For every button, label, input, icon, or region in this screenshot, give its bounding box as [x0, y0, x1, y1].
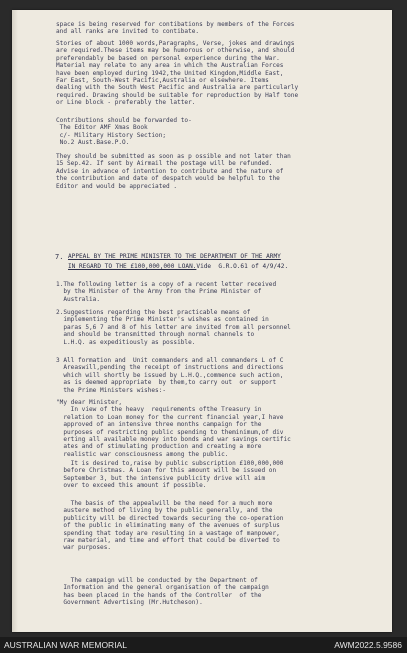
letter-paragraph-4: The campaign will be conducted by the Department of Information and the general organisation of the campaign has been placed in the hands of the Controller of the Government Advertising (Mr.Hutcheson). [63, 577, 269, 607]
item-title-line1: APPEAL BY THE PRIME MINISTER TO THE DEPARTMENT OF THE ARMY [68, 253, 281, 260]
submission-deadline: They should be submitted as soon as p ossible and not later than 15 Sep.42. If sent by Airmail the postage will be refunded. Advise in advance of intention to contribute and the nature of the contribution and date of despatch would be helpful to the Editor and would be appreciated . [56, 153, 291, 190]
letter-paragraph-2: It is desired to,raise by public subscription £100,000,000 before Christmas. A Loan for this amount will be issued on September 3, but the intensive publicity drive will aim over to exceed this amount if possible. [63, 460, 284, 490]
letter-paragraph-3: The basis of the appealwill be the need for a much more austere method of living by the public generally, and the publicity will be directed towards securing the co-operation of the public in eliminating many of the avenues of surplus spending that today are resulting in a wastage of manpower, raw material, and time and effort that could be diverted to war purposes. [63, 500, 284, 552]
contributions-intro: space is being reserved for contibations by members of the Forces and all ranks are invited to contibate. [56, 21, 295, 36]
item-title-line2 [68, 263, 382, 270]
page-edge-shadow [12, 10, 18, 632]
loan-title: IN REGARD TO THE £100,000,000 LOAN. [68, 263, 197, 270]
document-page [12, 10, 392, 632]
gro-reference: Vide G.R.O.61 of 4/9/42. [196, 263, 289, 270]
archive-footer [0, 637, 407, 653]
accession-number: AWM2022.5.9586 [334, 640, 402, 650]
forwarding-address: Contributions should be forwarded to- The Editor AMF Xmas Book c/- Military History Section; No.2 Aust.Base.P.O. [56, 117, 192, 147]
letter-paragraph-1: "My dear Minister, In view of the heavy requirements ofthe Treasury in relation to Loan money for the current financial year,I have approved of an intensive three months campaign for the purposes of restricting public spending to theminimum,of div erting all available money into bonds and war savings certific ates and of stimulating production and creating a more realistic war consciousness among the public. [56, 399, 291, 458]
paragraph-1: 1.The following letter is a copy of a recent letter received by the Minister of the Army from the Prime Minister of Australia. [56, 281, 277, 303]
contribution-requirements: Stories of about 1000 words,Paragraphs, Verse, jokes and drawings are required.These items may be humorous or otherwise, and should preferendably be based on personal experience during the War. Material may relate to any area in which the Australian Forces have been employed during 1942,the United Kingdom,Middle East, Far East, South-West Pacific,Australia or elsewhere. Items dealing with the South West Pacific and Australia are particularly required. Drawing should be suitable for reproduction by Half tone or Line block - preferably the latter. [56, 40, 299, 107]
paragraph-3: 3 All formation and Unit commanders and all commanders L of C Areaswill,pending the receipt of instructions and directions which will shortly be issued by L.H.Q.,commence such action, as is deemed appropriate by them,to carry out or support the Prime Ministers wishes:- [56, 357, 284, 394]
paragraph-2: 2.Suggestions regarding the best practicable means of implementing the Prime Minister's wishes as contained in paras 5,6 7 and 8 of his letter are invited from all personnel and should be transmitted through normal channels to L.H.Q. as expeditiously as possible. [56, 309, 291, 346]
institution-name: AUSTRALIAN WAR MEMORIAL [4, 640, 127, 650]
item-number: 7. [55, 253, 64, 261]
